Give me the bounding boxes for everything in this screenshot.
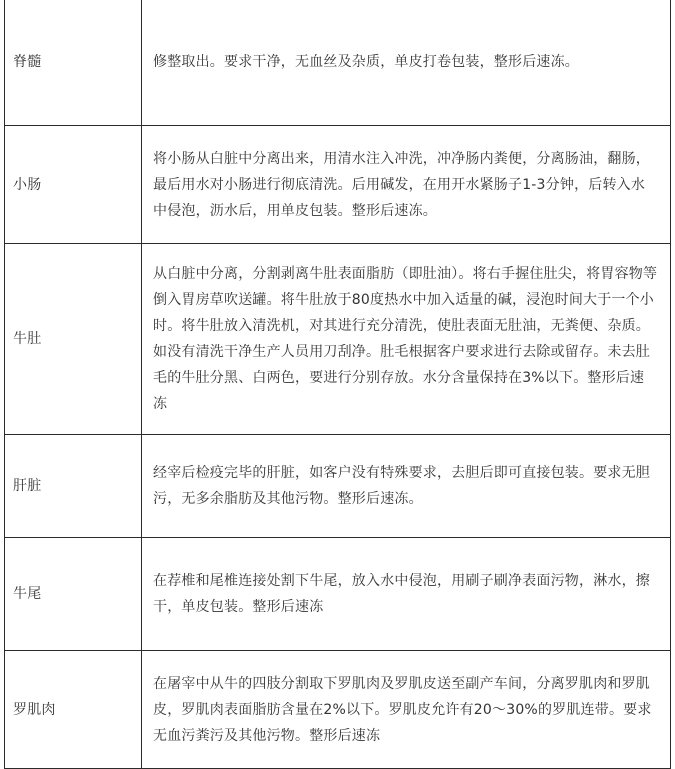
table-row xyxy=(5,435,671,538)
process-description-cell: 将小肠从白脏中分离出来，用清水注入冲洗，冲净肠内粪便，分离肠油，翻肠，最后用水对小肠进行彻底清洗。后用碱发，在用开水紧肠子1-3分钟，后转入水中侵泡，沥水后，用单皮包装。整形后速冻。 xyxy=(142,126,671,244)
part-name-cell: 肝脏 xyxy=(5,435,142,538)
part-name-cell: 牛肚 xyxy=(5,244,142,435)
process-description-cell: 修整取出。要求干净，无血丝及杂质，单皮打卷包装，整形后速冻。 xyxy=(142,0,671,126)
table-row xyxy=(5,651,671,769)
table-row xyxy=(5,126,671,244)
process-table xyxy=(4,0,671,769)
process-description-cell: 在屠宰中从牛的四肢分割取下罗肌肉及罗肌皮送至副产车间，分离罗肌肉和罗肌皮，罗肌肉表面脂肪含量在2%以下。罗肌皮允许有20～30%的罗肌连带。要求无血污粪污及其他污物。整形后速冻 xyxy=(142,651,671,769)
process-table-container xyxy=(4,0,671,769)
table-row xyxy=(5,538,671,651)
process-description-cell: 经宰后检疫完毕的肝脏，如客户没有特殊要求，去胆后即可直接包装。要求无胆污，无多余脂肪及其他污物。整形后速冻。 xyxy=(142,435,671,538)
table-row xyxy=(5,0,671,126)
table-row xyxy=(5,244,671,435)
part-name-cell: 罗肌肉 xyxy=(5,651,142,769)
process-description-cell: 在荐椎和尾椎连接处割下牛尾，放入水中侵泡，用刷子刷净表面污物，淋水，擦干，单皮包装。整形后速冻 xyxy=(142,538,671,651)
process-description-cell: 从白脏中分离，分割剥离牛肚表面脂肪（即肚油）。将右手握住肚尖，将胃容物等倒入胃房草吹送罐。将牛肚放于80度热水中加入适量的碱，浸泡时间大于一个小时。将牛肚放入清洗机，对其进行充分清洗，使肚表面无肚油，无粪便、杂质。如没有清洗干净生产人员用刀刮净。肚毛根据客户要求进行去除或留存。未去肚毛的牛肚分黑、白两色，要进行分别存放。水分含量保持在3%以下。整形后速冻 xyxy=(142,244,671,435)
part-name-cell: 小肠 xyxy=(5,126,142,244)
part-name-cell: 牛尾 xyxy=(5,538,142,651)
part-name-cell: 脊髓 xyxy=(5,0,142,126)
